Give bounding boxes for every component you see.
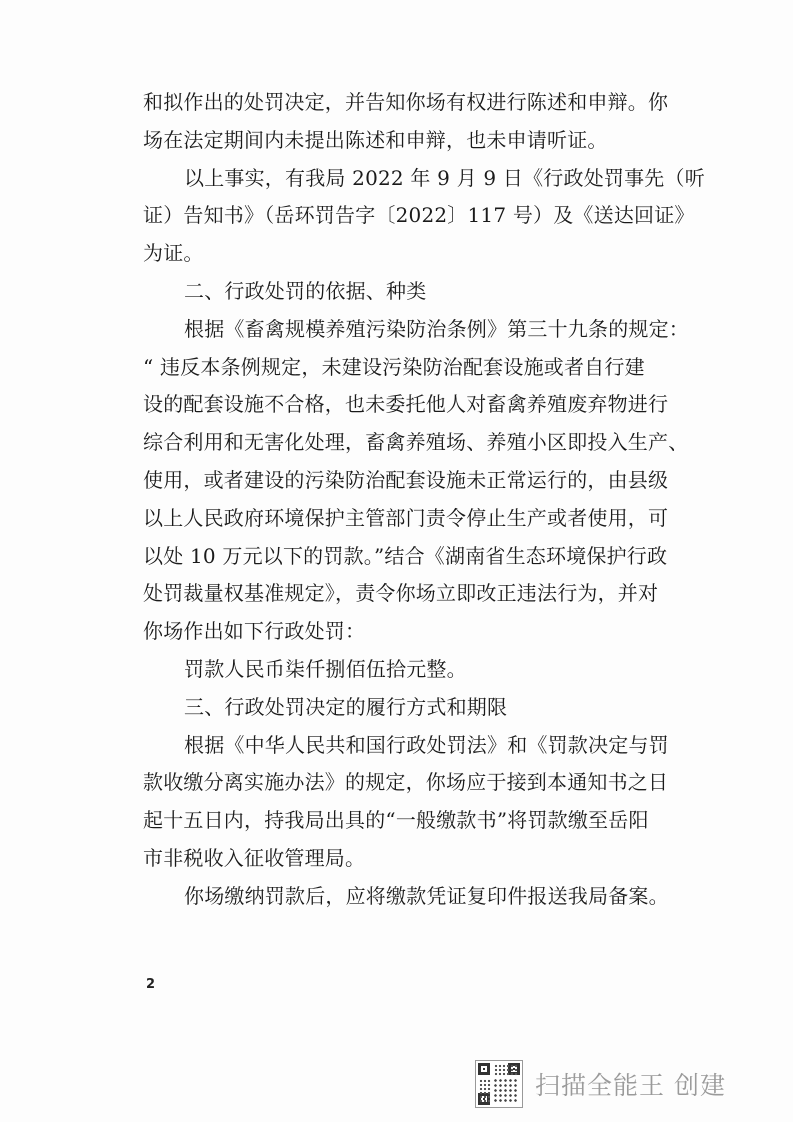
page-number: 2	[146, 977, 156, 992]
document-body	[143, 84, 705, 916]
paragraph	[143, 311, 689, 651]
text-line: 为证。	[143, 241, 204, 266]
text-line: 和拟作出的处罚决定，并告知你场有权进行陈述和申辩。你	[143, 90, 669, 114]
text-line: 证）告知书》（岳环罚告字〔2022〕117 号）及《送达回证》	[143, 203, 695, 228]
paragraph	[143, 878, 669, 916]
text-line: 以上人民政府环境保护主管部门责令停止生产或者使用，可	[143, 505, 669, 530]
text-line: 以上事实，有我局 2022 年 9 月 9 日《行政处罚事先（听	[184, 165, 705, 190]
text-line: 场在法定期间内未提出陈述和申辩，也未申请听证。	[143, 127, 608, 152]
text-line: 根据《中华人民共和国行政处罚法》和《罚款决定与罚	[184, 732, 669, 757]
text-line: 罚款人民币柒仟捌佰伍拾元整。	[184, 656, 467, 681]
text-line: 使用，或者建设的污染防治配套设施未正常运行的，由县级	[143, 467, 669, 492]
paragraph	[143, 689, 663, 727]
text-line: 你场作出如下行政处罚：	[143, 619, 366, 644]
text-line: 起十五日内，持我局出具的“一般缴款书”将罚款缴至岳阳	[143, 808, 649, 833]
text-line: 你场缴纳罚款后，应将缴款凭证复印件报送我局备案。	[184, 883, 669, 908]
paragraph	[143, 273, 663, 311]
paragraph	[143, 160, 705, 273]
paragraph	[143, 651, 663, 689]
text-line: 根据《畜禽规模养殖污染防治条例》第三十九条的规定：	[184, 316, 689, 341]
text-line: “ 违反本条例规定，未建设污染防治配套设施或者自行建	[143, 354, 645, 379]
scanner-watermark-text: 扫描全能王 创建	[535, 1071, 726, 1100]
paragraph	[143, 84, 669, 160]
text-line: 款收缴分离实施办法》的规定，你场应于接到本通知书之日	[143, 770, 669, 795]
paragraph	[143, 727, 669, 878]
text-line: 设的配套设施不合格，也未委托他人对畜禽养殖废弃物进行	[143, 392, 669, 417]
text-line: 以处 10 万元以下的罚款。”结合《湖南省生态环境保护行政	[143, 543, 668, 568]
text-line: 市非税收入征收管理局。	[143, 845, 366, 870]
text-line: 三、行政处罚决定的履行方式和期限	[184, 694, 508, 719]
scanner-watermark	[475, 1060, 726, 1108]
text-line: 综合利用和无害化处理，畜禽养殖场、养殖小区即投入生产、	[143, 430, 689, 455]
text-line: 二、行政处罚的依据、种类	[184, 278, 427, 303]
text-line: 处罚裁量权基准规定》，责令你场立即改正违法行为，并对	[143, 581, 659, 606]
qr-code-icon	[475, 1060, 523, 1108]
